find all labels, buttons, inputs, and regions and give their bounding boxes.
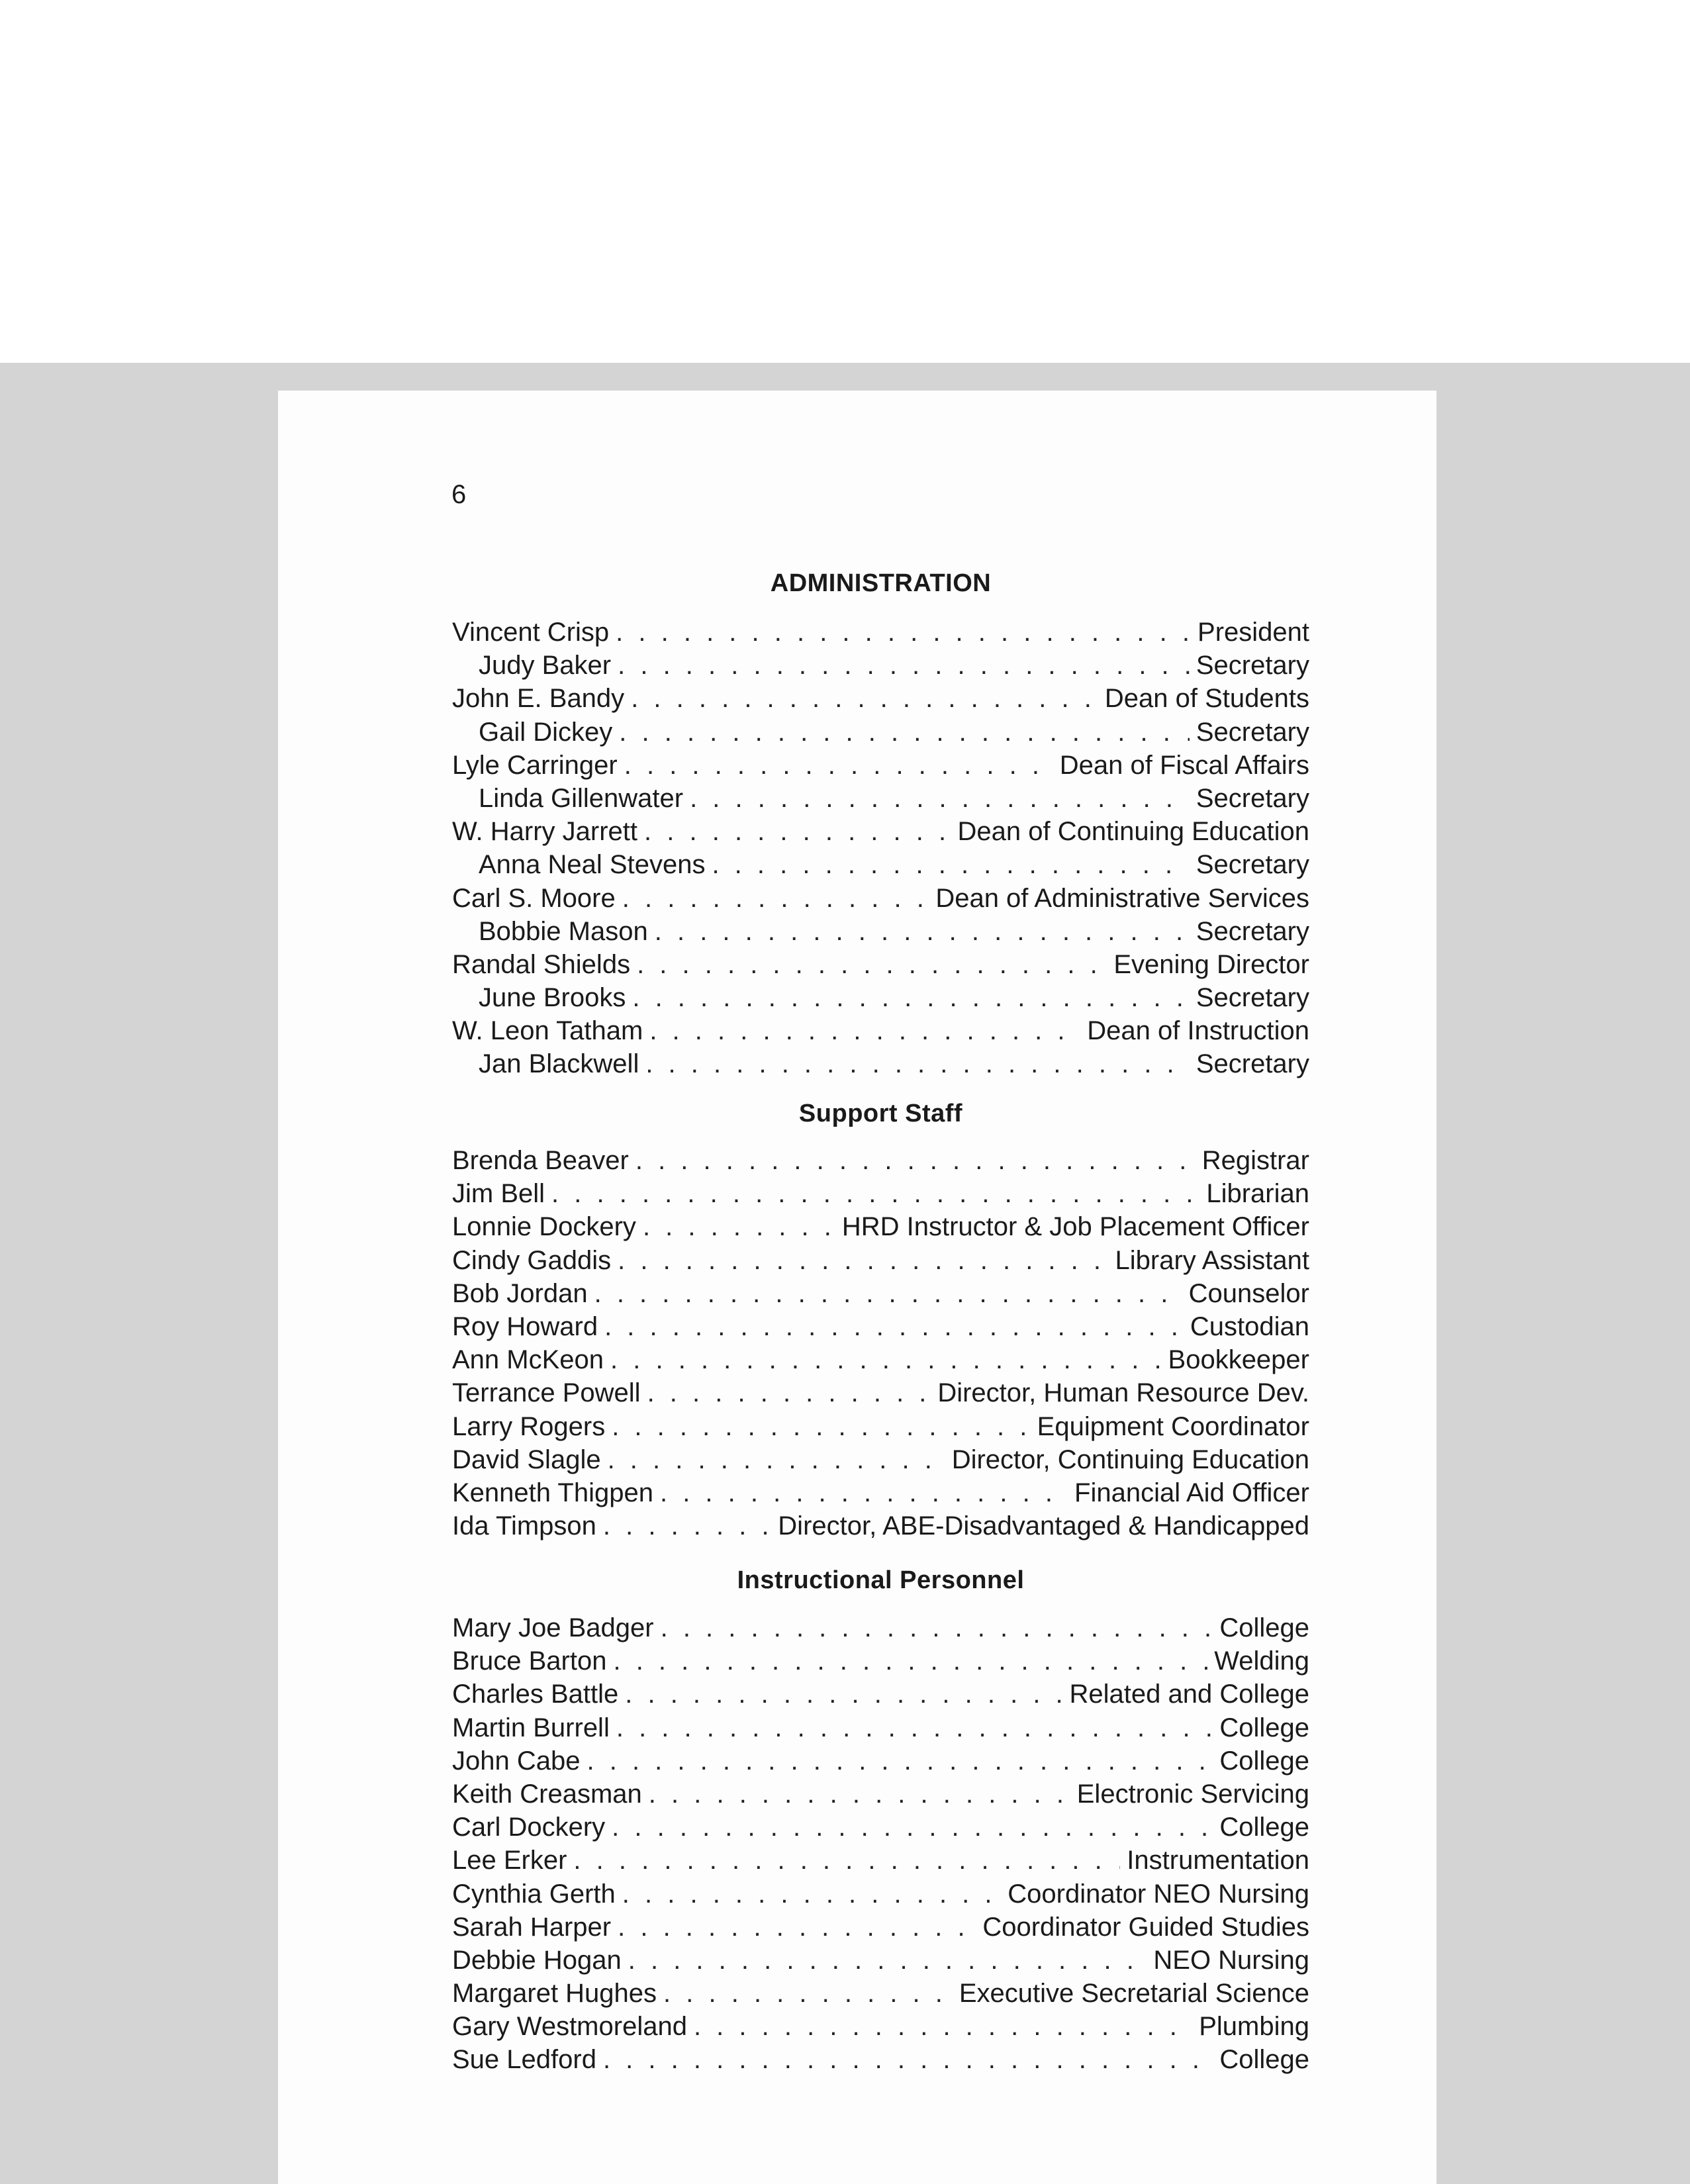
person-title: College xyxy=(1219,1813,1309,1842)
person-name: Gail Dickey xyxy=(479,717,613,747)
person-name: Lyle Carringer xyxy=(452,750,618,780)
dot-leader xyxy=(690,782,1190,815)
person-name: Charles Battle xyxy=(452,1680,619,1709)
person-name: Margaret Hughes xyxy=(452,1979,657,2009)
list-item xyxy=(452,616,1309,649)
dot-leader xyxy=(573,1844,1120,1877)
person-name: Jim Bell xyxy=(452,1179,545,1209)
person-name: W. Leon Tatham xyxy=(452,1016,643,1046)
list-item xyxy=(452,1343,1309,1376)
list-item xyxy=(452,1410,1309,1443)
list-item xyxy=(452,1644,1309,1678)
person-title: NEO Nursing xyxy=(1153,1945,1309,1975)
person-title: Secretary xyxy=(1196,850,1309,880)
person-name: Vincent Crisp xyxy=(452,618,610,647)
support-staff-heading: Support Staff xyxy=(798,1100,963,1127)
person-title: Director, ABE-Disadvantaged & Handicapped xyxy=(778,1511,1309,1541)
person-title: Welding xyxy=(1214,1646,1309,1676)
person-name: Debbie Hogan xyxy=(452,1945,622,1975)
dot-leader xyxy=(663,1977,953,2010)
person-name: Bruce Barton xyxy=(452,1646,607,1676)
person-name: Sue Ledford xyxy=(452,2045,596,2075)
dot-leader xyxy=(612,1410,1030,1443)
person-name: Roy Howard xyxy=(452,1311,598,1341)
person-title: Instrumentation xyxy=(1127,1846,1309,1875)
list-item xyxy=(452,1844,1309,1877)
dot-leader xyxy=(661,1611,1213,1644)
list-item xyxy=(452,1611,1309,1644)
person-name: Brenda Beaver xyxy=(452,1146,629,1175)
list-item xyxy=(452,2043,1309,2076)
person-title: Executive Secretarial Science xyxy=(959,1979,1309,2009)
person-name: Carl Dockery xyxy=(452,1813,606,1842)
person-title: Counselor xyxy=(1188,1278,1309,1308)
person-name: Randal Shields xyxy=(452,949,631,979)
dot-leader xyxy=(622,1877,1001,1911)
person-title: Secretary xyxy=(1196,717,1309,747)
person-title: Registrar xyxy=(1201,1146,1309,1175)
list-item xyxy=(452,1443,1309,1476)
list-item xyxy=(452,981,1309,1014)
person-name: Lee Erker xyxy=(452,1846,567,1875)
dot-leader xyxy=(610,1343,1161,1376)
list-item xyxy=(452,782,1309,815)
person-name: Cynthia Gerth xyxy=(452,1879,616,1909)
person-title: Library Assistant xyxy=(1115,1245,1309,1275)
list-item xyxy=(452,1711,1309,1744)
dot-leader xyxy=(635,1144,1196,1177)
person-name: June Brooks xyxy=(479,983,626,1013)
person-title: College xyxy=(1219,1713,1309,1742)
list-item xyxy=(452,1310,1309,1343)
person-title: Librarian xyxy=(1206,1179,1309,1209)
dot-leader xyxy=(631,682,1098,715)
person-name: Mary Joe Badger xyxy=(452,1613,654,1642)
dot-leader xyxy=(551,1177,1199,1210)
list-item xyxy=(452,1944,1309,1977)
dot-leader xyxy=(618,1244,1108,1277)
list-item xyxy=(452,1778,1309,1811)
list-item xyxy=(452,1678,1309,1711)
dot-leader xyxy=(594,1277,1182,1310)
person-title: Secretary xyxy=(1196,1049,1309,1079)
dot-leader xyxy=(612,1811,1213,1844)
person-title: Bookkeeper xyxy=(1168,1345,1309,1375)
person-name: John E. Bandy xyxy=(452,684,625,714)
person-title: Secretary xyxy=(1196,916,1309,946)
dot-leader xyxy=(644,815,951,848)
list-item xyxy=(452,882,1309,915)
person-name: Anna Neal Stevens xyxy=(479,850,706,880)
dot-leader xyxy=(618,649,1190,682)
dot-leader xyxy=(649,1014,1080,1047)
list-item xyxy=(452,649,1309,682)
list-item xyxy=(452,1509,1309,1543)
person-title: Secretary xyxy=(1196,651,1309,681)
dot-leader xyxy=(712,848,1189,881)
person-title: Equipment Coordinator xyxy=(1037,1411,1309,1441)
dot-leader xyxy=(624,749,1053,782)
person-name: Linda Gillenwater xyxy=(479,783,684,813)
person-title: Plumbing xyxy=(1199,2012,1309,2042)
dot-leader xyxy=(643,1210,835,1243)
list-item xyxy=(452,815,1309,848)
list-item xyxy=(452,848,1309,881)
person-name: Jan Blackwell xyxy=(479,1049,639,1079)
person-name: Cindy Gaddis xyxy=(452,1245,612,1275)
list-item xyxy=(452,1210,1309,1243)
person-name: Judy Baker xyxy=(479,651,612,681)
list-item xyxy=(452,1977,1309,2010)
person-name: Bob Jordan xyxy=(452,1278,588,1308)
person-name: Keith Creasman xyxy=(452,1779,642,1809)
dot-leader xyxy=(628,1944,1147,1977)
support-staff-list xyxy=(452,1144,1309,1543)
dot-leader xyxy=(632,981,1189,1014)
person-title: Electronic Servicing xyxy=(1076,1779,1309,1809)
person-name: David Slagle xyxy=(452,1445,601,1474)
dot-leader xyxy=(622,882,929,915)
person-title: College xyxy=(1219,2045,1309,2075)
list-item xyxy=(452,682,1309,715)
person-title: Evening Director xyxy=(1113,949,1309,979)
person-title: Secretary xyxy=(1196,783,1309,813)
list-item xyxy=(452,1476,1309,1509)
person-title: Coordinator NEO Nursing xyxy=(1008,1879,1309,1909)
page-number: 6 xyxy=(451,480,467,509)
person-title: Secretary xyxy=(1196,983,1309,1013)
list-item xyxy=(452,1376,1309,1409)
administration-heading: ADMINISTRATION xyxy=(770,569,992,597)
person-name: Martin Burrell xyxy=(452,1713,610,1742)
person-title: Director, Human Resource Dev. xyxy=(937,1378,1309,1408)
instructional-personnel-list xyxy=(452,1611,1309,2077)
administration-list xyxy=(452,616,1309,1081)
list-item xyxy=(452,1047,1309,1080)
dot-leader xyxy=(616,616,1191,649)
list-item xyxy=(452,1744,1309,1778)
dot-leader xyxy=(587,1744,1213,1778)
person-title: HRD Instructor & Job Placement Officer xyxy=(841,1212,1309,1242)
dot-leader xyxy=(649,1778,1070,1811)
dot-leader xyxy=(613,1644,1207,1678)
dot-leader xyxy=(655,915,1190,948)
person-name: Ann McKeon xyxy=(452,1345,604,1375)
person-name: Terrance Powell xyxy=(452,1378,641,1408)
person-title: Related and College xyxy=(1069,1680,1309,1709)
person-title: Dean of Continuing Education xyxy=(957,817,1309,847)
dot-leader xyxy=(608,1443,945,1476)
list-item xyxy=(452,1877,1309,1911)
list-item xyxy=(452,948,1309,981)
list-item xyxy=(452,915,1309,948)
list-item xyxy=(452,1244,1309,1277)
list-item xyxy=(452,1277,1309,1310)
person-title: Coordinator Guided Studies xyxy=(982,1912,1309,1942)
person-name: Carl S. Moore xyxy=(452,883,616,913)
person-title: Financial Aid Officer xyxy=(1074,1478,1309,1507)
list-item xyxy=(452,716,1309,749)
dot-leader xyxy=(647,1376,931,1409)
person-title: Dean of Students xyxy=(1104,684,1309,714)
list-item xyxy=(452,1811,1309,1844)
list-item xyxy=(452,1911,1309,1944)
person-name: Lonnie Dockery xyxy=(452,1212,636,1242)
person-title: Dean of Instruction xyxy=(1087,1016,1309,1046)
list-item xyxy=(452,1144,1309,1177)
person-name: Sarah Harper xyxy=(452,1912,612,1942)
person-title: Custodian xyxy=(1190,1311,1309,1341)
dot-leader xyxy=(645,1047,1190,1080)
person-name: Ida Timpson xyxy=(452,1511,596,1541)
person-name: Gary Westmoreland xyxy=(452,2012,687,2042)
list-item xyxy=(452,1014,1309,1047)
person-title: Dean of Fiscal Affairs xyxy=(1059,750,1309,780)
list-item xyxy=(452,1177,1309,1210)
dot-leader xyxy=(604,1310,1184,1343)
dot-leader xyxy=(619,716,1190,749)
dot-leader xyxy=(694,2010,1192,2043)
person-name: Bobbie Mason xyxy=(479,916,648,946)
dot-leader xyxy=(603,2043,1213,2076)
dot-leader xyxy=(637,948,1107,981)
dot-leader xyxy=(603,1509,771,1543)
dot-leader xyxy=(660,1476,1068,1509)
instructional-personnel-heading: Instructional Personnel xyxy=(737,1566,1025,1594)
list-item xyxy=(452,2010,1309,2043)
person-name: John Cabe xyxy=(452,1746,581,1776)
person-name: Larry Rogers xyxy=(452,1411,606,1441)
person-name: Kenneth Thigpen xyxy=(452,1478,653,1507)
dot-leader xyxy=(616,1711,1213,1744)
person-title: Dean of Administrative Services xyxy=(935,883,1309,913)
person-title: Director, Continuing Education xyxy=(951,1445,1309,1474)
dot-leader xyxy=(625,1678,1062,1711)
person-title: College xyxy=(1219,1613,1309,1642)
person-title: President xyxy=(1197,618,1309,647)
list-item xyxy=(452,749,1309,782)
dot-leader xyxy=(618,1911,976,1944)
person-name: W. Harry Jarrett xyxy=(452,817,638,847)
person-title: College xyxy=(1219,1746,1309,1776)
